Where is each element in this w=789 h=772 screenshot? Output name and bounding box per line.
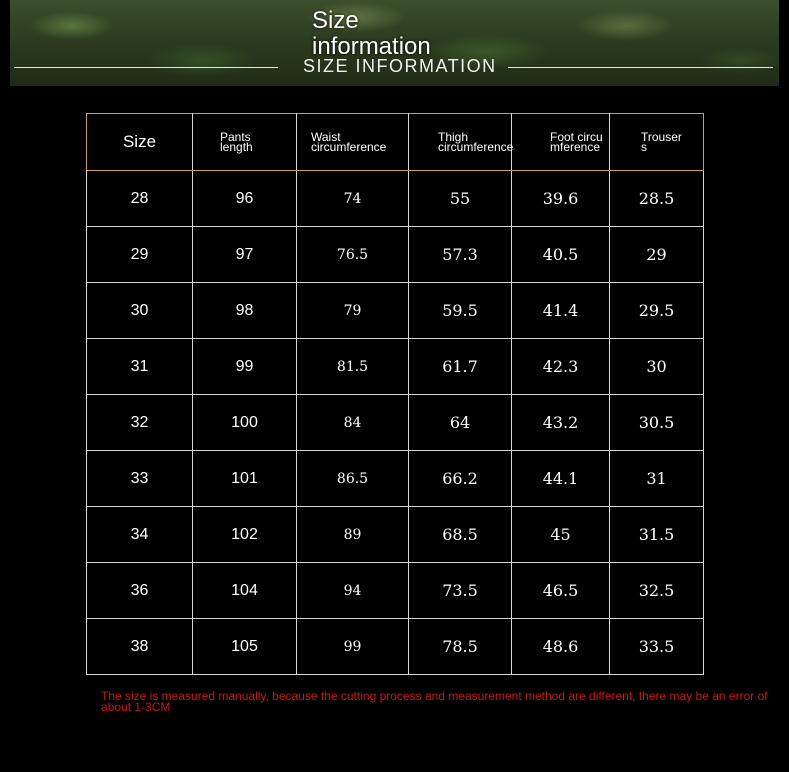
table-cell: 104 [193,563,297,619]
table-cell: 31.5 [610,507,704,563]
table-cell: 73.5 [409,563,512,619]
table-cell: 44.1 [512,451,610,507]
table-cell: 98 [193,283,297,339]
table-cell: 48.6 [512,619,610,675]
table-cell: 32 [87,395,193,451]
measurement-note: The size is measured manually, because the cutting process and measurement method are different, there may be an error of about 1-3CM [101,689,768,714]
table-cell: 32.5 [610,563,704,619]
table-cell: 43.2 [512,395,610,451]
table-cell: 79 [297,283,409,339]
table-cell: 94 [297,563,409,619]
table-cell: 102 [193,507,297,563]
header-trousers: Trousers [610,114,704,171]
table-cell: 78.5 [409,619,512,675]
table-cell: 89 [297,507,409,563]
table-cell: 66.2 [409,451,512,507]
banner-subtitle: SIZE INFORMATION [303,56,497,76]
table-cell: 38 [87,619,193,675]
table-row [87,227,704,283]
table-cell: 29 [610,227,704,283]
table-cell: 30.5 [610,395,704,451]
table-cell: 96 [193,171,297,227]
table-cell: 99 [297,619,409,675]
header-foot-circumference: Foot circumference [512,114,610,171]
table-cell: 84 [297,395,409,451]
table-cell: 81.5 [297,339,409,395]
table-cell: 28 [87,171,193,227]
table-row [87,339,704,395]
header-waist-circumference: Waist circumference [297,114,409,171]
banner-divider-right [508,67,773,68]
table-cell: 68.5 [409,507,512,563]
table-cell: 46.5 [512,563,610,619]
table-cell: 29 [87,227,193,283]
table-cell: 64 [409,395,512,451]
table-row [87,395,704,451]
table-cell: 86.5 [297,451,409,507]
table-cell: 31 [87,339,193,395]
table-cell: 30 [610,339,704,395]
table-row [87,451,704,507]
table-cell: 59.5 [409,283,512,339]
table-cell: 41.4 [512,283,610,339]
table-cell: 100 [193,395,297,451]
table-cell: 101 [193,451,297,507]
table-cell: 33 [87,451,193,507]
table-cell: 57.3 [409,227,512,283]
table-header-row [87,114,704,171]
table-cell: 33.5 [610,619,704,675]
table-row [87,171,704,227]
table-cell: 105 [193,619,297,675]
table-cell: 28.5 [610,171,704,227]
header-size: Size [87,114,193,171]
table-cell: 76.5 [297,227,409,283]
table-cell: 97 [193,227,297,283]
table-cell: 42.3 [512,339,610,395]
table-cell: 99 [193,339,297,395]
table-row [87,507,704,563]
table-cell: 61.7 [409,339,512,395]
table-cell: 31 [610,451,704,507]
table-cell: 74 [297,171,409,227]
table-cell: 29.5 [610,283,704,339]
header-pants-length: Pants length [193,114,297,171]
table-row [87,619,704,675]
table-cell: 36 [87,563,193,619]
size-table [86,113,704,675]
table-cell: 34 [87,507,193,563]
table-cell: 45 [512,507,610,563]
table-row [87,563,704,619]
table-cell: 30 [87,283,193,339]
table-cell: 55 [409,171,512,227]
table-cell: 40.5 [512,227,610,283]
table-cell: 39.6 [512,171,610,227]
table-row [87,283,704,339]
banner-title: Size information [312,7,431,60]
banner-divider-left [14,67,278,68]
header-thigh-circumference: Thigh circumference [409,114,512,171]
size-info-banner [10,0,779,86]
